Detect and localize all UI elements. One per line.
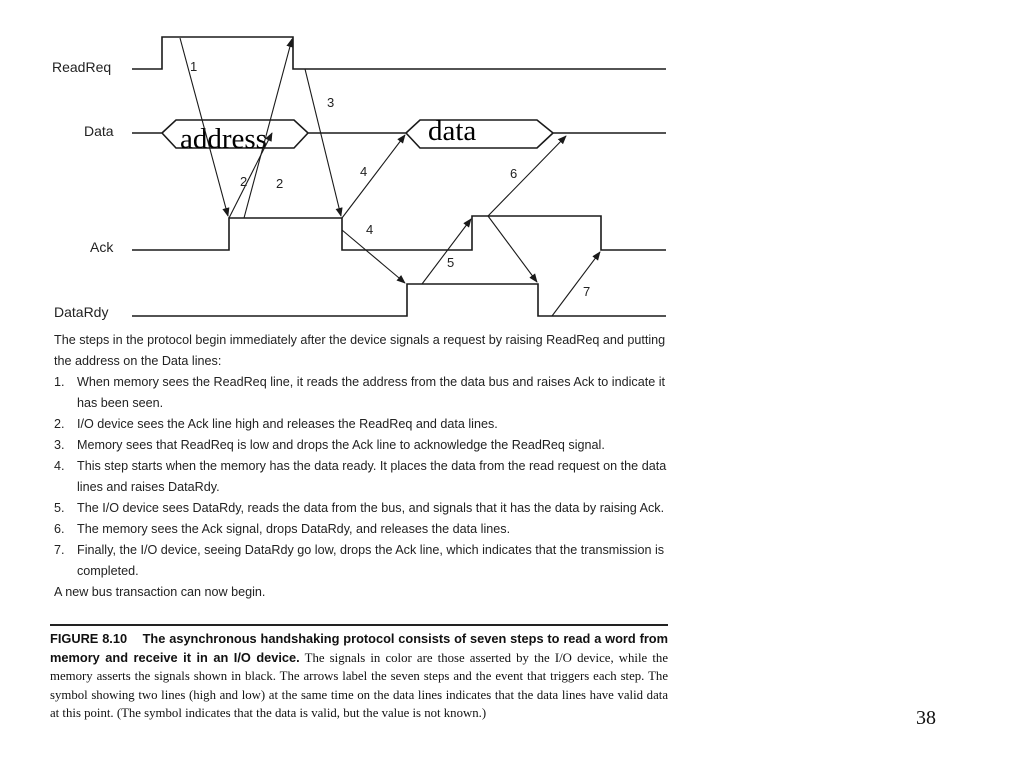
caption-divider: [50, 624, 668, 626]
signal-label-datardy: DataRdy: [54, 304, 109, 320]
step-number: 7.: [54, 543, 65, 557]
protocol-step-6: [54, 519, 668, 540]
step-text: The memory sees the Ack signal, drops DataRdy, and releases the data lines.: [77, 522, 511, 536]
step-number: 4.: [54, 459, 65, 473]
readreq-waveform: [132, 37, 666, 69]
signal-label-readreq: ReadReq: [52, 59, 112, 75]
figure-caption: [50, 630, 668, 723]
step-label-5: 5: [447, 255, 455, 270]
protocol-step-5: [54, 498, 668, 519]
protocol-step-4: [54, 456, 668, 498]
protocol-description: [54, 330, 668, 603]
step-label-6: 6: [510, 166, 518, 181]
timing-diagram: [0, 0, 1024, 330]
step-text: Memory sees that ReadReq is low and drops the Ack line to acknowledge the ReadReq signal.: [77, 438, 605, 452]
step-text: The I/O device sees DataRdy, reads the data from the bus, and signals that it has the data by raising Ack.: [77, 501, 665, 515]
step-text: When memory sees the ReadReq line, it reads the address from the data bus and raises Ack to indicate it has been seen.: [77, 375, 666, 410]
signal-label-data: Data: [84, 123, 114, 139]
ack-waveform: [132, 216, 666, 250]
step-number: 6.: [54, 522, 65, 536]
figure-caption-bold: The asynchronous handshaking protocol consists of seven steps to read a word from memory and receive it in an I/O device.: [50, 631, 669, 665]
bus-value-address: address: [180, 123, 267, 155]
step-text: This step starts when the memory has the data ready. It places the data from the read request on the data lines and raises DataRdy.: [77, 459, 667, 494]
protocol-steps-list: [54, 372, 668, 582]
step-label-4a: 4: [360, 164, 368, 179]
step-3-arrow: [305, 69, 341, 216]
step-4-arrow-data: [342, 135, 405, 218]
figure-number: FIGURE 8.10: [50, 631, 128, 646]
step-label-2a: 2: [240, 174, 248, 189]
bus-value-data: data: [428, 115, 477, 147]
step-number: 2.: [54, 417, 65, 431]
step-label-3: 3: [327, 95, 335, 110]
step-label-2b: 2: [276, 176, 284, 191]
protocol-step-3: [54, 435, 668, 456]
step-number: 1.: [54, 375, 65, 389]
step-6-arrow-datardy: [488, 216, 537, 282]
protocol-step-1: [54, 372, 668, 414]
protocol-outro: A new bus transaction can now begin.: [54, 585, 266, 599]
step-label-1: 1: [190, 59, 198, 74]
step-number: 5.: [54, 501, 65, 515]
signal-label-ack: Ack: [90, 239, 114, 255]
step-text: Finally, the I/O device, seeing DataRdy go low, drops the Ack line, which indicates that the transmission is completed.: [77, 543, 665, 578]
page-number: 38: [916, 707, 936, 729]
step-label-4b: 4: [366, 222, 374, 237]
protocol-step-7: [54, 540, 668, 582]
protocol-step-2: [54, 414, 668, 435]
step-number: 3.: [54, 438, 65, 452]
step-5-arrow: [422, 219, 471, 284]
protocol-intro: The steps in the protocol begin immediately after the device signals a request by raising ReadReq and putting the address on the Data lines:: [54, 333, 666, 368]
step-text: I/O device sees the Ack line high and releases the ReadReq and data lines.: [77, 417, 498, 431]
step-7-arrow: [552, 252, 600, 316]
step-label-7: 7: [583, 284, 591, 299]
figure-caption-body: The signals in color are those asserted by the I/O device, while the memory asserts the signals shown in black. The arrows label the seven steps and the event that triggers each step. The symbol showing two lines (high and low) at the same time on the data lines indicates that the data lines have valid data at this point. (The symbol indicates that the data is valid, but the value is not known.): [50, 650, 669, 721]
step-4-arrow-datardy: [342, 230, 405, 283]
